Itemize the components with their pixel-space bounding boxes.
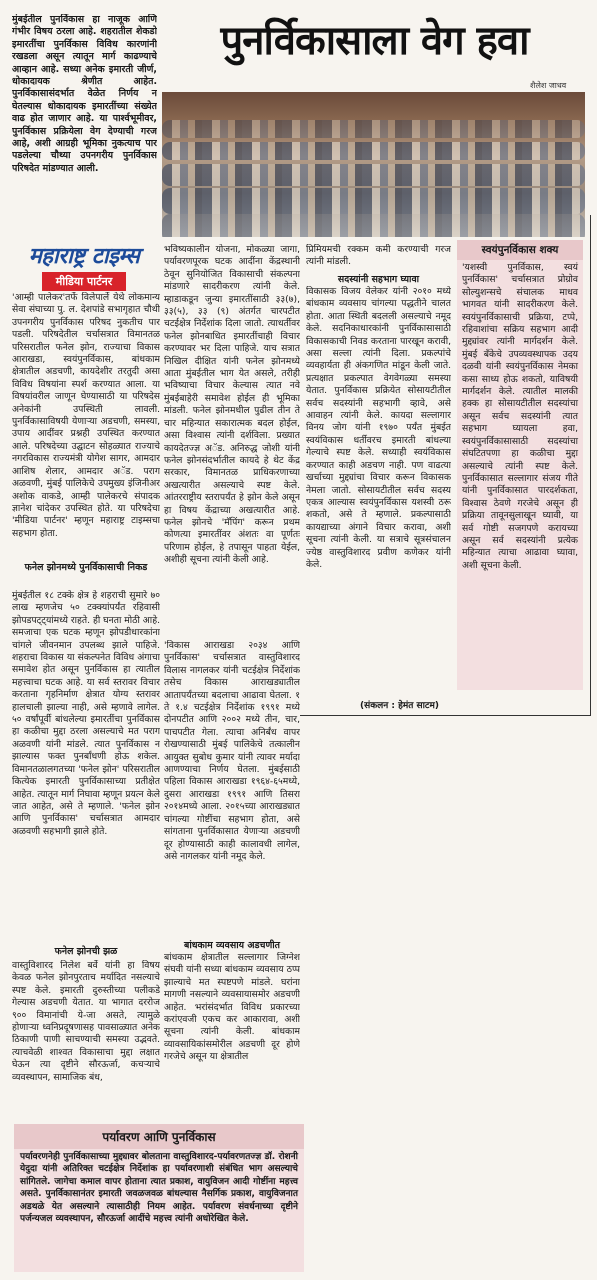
column-2-text: भविष्यकालीन योजना, मोकळ्या जागा, पर्यावरणपूरक घटक आदींना केंद्रस्थानी ठेवून सुनियोजित विकासाची संकल्पना मांडणारे सादरीकरण त्यांनी केले. म्हाडाकडून जुन्या इमारतींसाठी ३३(७), ३३(५), ३३ (९) अंतर्गत चारपटीत चटईक्षेत्र निर्देशांक दिला जातो. त्याधर्तीवर फनेल झोनबाधित इमारतींचाही विचार करण्यावर भर दिला पाहिजे. याच सत्रात निखिल दीक्षित यांनी फनेल झोनमध्ये आता मुंबईतील भाग येत असले, तरीही भविष्याचा विचार केल्यास त्यात नवे मुंबईबाहेरी समावेश होईल ही भूमिका मांडली. फनेल झोनमधील पुढील तीन ते चार महिन्यात सकारात्मक बदल होईल, असा विश्वास त्यांनी दर्शविला. प्रख्यात कायदेतज्ज्ञ अॅड. अनिरुद्ध जोशी यांनी फनेल झोनसंदर्भातील कायदे हे थेट केंद्र सरकार, विमानतळ प्राधिकरणाच्या अखत्यारीत असल्याचे स्पष्ट केले. आंतरराष्ट्रीय स्तरापर्यंत हे झोन केले असून हा विषय केंद्राच्या अखत्यारीत आहे. फनेल झोनचे 'मॅपिंग' करून प्रथम कोणत्या इमारतींवर अंशतः वा पूर्णतः परिणाम होईल, हे तपासून पाहता येईल, अशीही सूचना त्यांनी केली आहे. xyxy=(164,244,300,566)
intro-paragraph: मुंबईतील पुनर्विकास हा नाजूक आणि गंभीर विषय ठरला आहे. शहरातील शेकडो इमारतींचा पुनर्विकास विविध कारणांनी रखडला असून त्यातून मार्ग काढण्याचे आव्हान आहे. सध्या अनेक इमारती जीर्ण, धोकादायक श्रेणीत आहेत. पुनर्विकासासंदर्भात वेळेत निर्णय न घेतल्यास धोकादायक इमारतींच्या संख्येत वाढ होत जाणार आहे. या पार्श्वभूमीवर, पुनर्विकास प्रक्रियेला वेग देण्याची गरज आहे, अशी आग्रही भूमिका नुकत्याच पार पडलेल्या चौथ्या उपनगरीय पुनर्विकास परिषदेत मांडण्यात आली. xyxy=(12,14,157,174)
byline: शैलेश जाधव xyxy=(530,81,567,90)
column-1b-text: मुंबईतील १८ टक्के क्षेत्र हे शहराची सुमारे ७० लाख म्हणजेच ५० टक्क्यांपर्यंत रहिवासी झोपडपट्ट्यांमध्ये राहते. ही घनता मोठी आहे. समजाचा एक घटक म्हणून झोपडीधारकांना चांगले जीवनमान उपलब्ध झाले पाहिजे. शहराचा विकास या संकल्पनेत विविध अंगाचा समावेश होत असून पुनर्विकास हा त्यातील महत्त्वाचा घटक आहे. या सर्व स्तरावर विचार करताना गृहनिर्माण क्षेत्रात योग्य स्तरावर हालचाली झाल्या नाही, असे म्हणावे लागेल. ५० वर्षांपूर्वी बांधलेल्या इमारतींचा पुनर्विकास हा कळीचा मुद्दा ठरला असल्याचे मत पराग अळवणी यांनी मांडले. त्यात पुनर्विकास न झाल्यास फक्त पुनर्बांधणी होऊ शकेल. विमानतळालगतच्या 'फनेल झोन' परिसरातील कित्येक इमारती पुनर्विकासाच्या प्रतीक्षेत आहेत. त्यातून मार्ग निघावा म्हणून प्रयत्न केले जात आहेत, असे ते म्हणाले. 'फनेल झोन आणि पुनर्विकास' चर्चासत्रात आमदार अळवणी सहभागी झाले होते. xyxy=(12,590,160,837)
environment-box xyxy=(14,1124,304,1272)
box1-title: स्वयंपुनर्विकास शक्य xyxy=(457,240,583,260)
column-1c-text: वास्तुविशारद निलेश बर्वे यांनी हा विषय केवळ फनेल झोनपुरताच मर्यादित नसल्याचे स्पष्ट केले. इमारती दुरुस्तीच्या पलीकडे गेल्यास अडचणी येतात. या भागात दररोज ९०० विमानांची ये-जा असते, त्यामुळे होणाऱ्या ध्वनिप्रदूषणासह पावसाळ्यात अनेक ठिकाणी पाणी साचण्याची समस्या उद्भवते. त्याचवेळी शाश्वत विकासाचा मुद्दा लक्षात घेऊन त्या दृष्टीने सौरऊर्जा, कचऱ्याचे व्यवस्थापन, सामाजिक बंध, xyxy=(12,960,160,1083)
box1-text: 'यशस्वी पुनर्विकास, स्वयं पुनर्विकास' चर्चासत्रात प्रोग्रोव सोल्युशन्सचे संचालक माधव भागवत यांनी सादरीकरण केले. स्वयंपुनर्विकासाची प्रक्रिया, टप्पे, रहिवाशांचा सक्रिय सहभाग आदी मुद्द्यांवर त्यांनी मार्गदर्शन केले. मुंबई बँकेचे उपव्यवस्थापक उदय दळवी यांनी स्वयंपुनर्विकास नेमका कसा साध्य होऊ शकतो, याविषयी मार्गदर्शन केले. त्यातील मालकी हक्क हा सोसायटीतील सदस्यांचा असून सर्वच सदस्यांनी त्यात सहभाग घ्यायला हवा, स्वयंपुनर्विकासासाठी सदस्यांचा संघटितपणा हा कळीचा मुद्दा असल्याचे त्यांनी स्पष्ट केले. पुनर्विकासात सल्लागार संजय गीते यांनी पुनर्विकासात पारदर्शकता, विश्वास ठेवणे गरजेचे असून ही प्रक्रिया तावूनसुलाखून घ्यावी, या सर्व गोष्टी सजगपणे करायच्या असून सर्व सदस्यांनी प्रत्येक महिन्यात त्याचा आढावा घ्यावा, अशी सूचना केली. xyxy=(462,262,578,571)
subhead-funnel-zone: फनेल झोनमध्ये पुनर्विकासाची निकड xyxy=(24,562,148,573)
headline: पुनर्विकासाला वेग हवा xyxy=(220,18,529,64)
partner-label: मीडिया पार्टनर xyxy=(42,272,126,291)
right-divider xyxy=(590,215,591,715)
brand-name: महाराष्ट्र टाइम्स xyxy=(28,244,140,269)
column-3-text: प्रिमियमची रक्कम कमी करण्याची गरज त्यांनी मांडली. xyxy=(306,244,451,268)
self-redevelopment-box xyxy=(457,240,583,690)
box2-title: पर्यावरण आणि पुनर्विकास xyxy=(14,1124,304,1149)
subhead-funnel-impact: फनेल झोनची झळ xyxy=(54,946,118,957)
column-1-text: 'आम्ही पालेकर'तर्फे विलेपार्ले येथे लोकमान्य सेवा संघाच्या पु. ल. देशपांडे सभागृहात चौथी उपनगरीय पुनर्विकास परिषद नुकतीच पार पडली. परिषदेतील चर्चासत्रात विमानतळ परिसरातील फनेल झोन, राज्याचा विकास आराखडा, स्वयंपुनर्विकास, बांधकाम क्षेत्रातील अडचणी, कायदेशीर तरतुदी असा विविध विषयांना स्पर्श करण्यात आला. या विषयांवरील जाणून घेण्यासाठी या परिषदेस अनेकांनी उपस्थिती लावली. पुनर्विकासाविषयी येणाऱ्या अडचणी, समस्या, उपाय आदींवर प्रश्नही उपस्थित करण्यात आले. परिषदेच्या उद्घाटन सोहळ्यात राज्याचे नगरविकास राज्यमंत्री योगेश सागर, आमदार आशिष शेलार, आमदार अॅड. पराग अळवणी, मुंबई पालिकेचे उपमुख्य इंजिनीअर अशोक वाकडे, आम्ही पालेकरचे संपादक ज्ञानेश चांदेकर उपस्थित होते. या परिषदेचा 'मीडिया पार्टनर' म्हणून महाराष्ट्र टाइम्सचा सहभाग होता. xyxy=(12,292,160,539)
bottom-divider xyxy=(300,715,591,716)
column-2c-text: बांधकाम क्षेत्रातील सल्लागार जिग्नेश संघवी यांनी सध्या बांधकाम व्यवसाय ठप्प झाल्याचे मत स्पष्टपणे मांडले. घरांना मागणी नसल्याने व्यवसायासमोर अडचणी आहेत. भरांसंदर्भात विविध प्रकारच्या करांएवजी एकच कर आकारावा, अशी सूचना त्यांनी केली. बांधकाम व्यावसायिकांसमोरील अडचणी दूर होणे गरजेचे असून या क्षेत्रातील xyxy=(164,952,300,1063)
column-3b-text: विकासक विजय वेलेकर यांनी २०१० मध्ये बांधकाम व्यवसाय चांगल्या पद्धतीने चालत होता. आता स्थिती बदलली असल्याचे नमूद केले. सदनिकाधारकांनी पुनर्विकासासाठी विकासकाची निवड करताना पारखून करावी, असा सल्ला त्यांनी दिला. प्रकल्पांचे व्यवहार्यता ही अंकगणित मांडून केली जाते. प्रत्यक्षात प्रकल्पात वेगवेगळ्या समस्या येतात. पुनर्विकास प्रक्रियेत सोसायटीतील सर्वच सदस्यांनी सहभागी व्हावे, असे आवाहन त्यांनी केले. कायदा सल्लागार विनय जोग यांनी १९७० पर्यंत मुंबईत स्वयंविकास धर्तीवरच इमारती बांधल्या गेल्याचे स्पष्ट केले. सध्याही स्वयंविकास करण्यात काही अडचण नाही. पण वाढत्या खर्चाच्या मुद्द्यांचा विचार करून विकासक नेमला जातो. सोसायटीतील सर्वच सदस्य एकत्र आल्यास स्वयंपुनर्विकास यशस्वी ठरू शकतो, असे ते म्हणाले. प्रकल्पासाठी कायद्याच्या अंगाने विचार करावा, अशी सूचना त्यांनी केली. या सत्राचे सूत्रसंचालन ज्येष्ठ वास्तुविशारद प्रवीण कणेकर यांनी केले. xyxy=(306,286,451,570)
column-2b-text: 'विकास आराखडा २०३४ आणि पुनर्विकास' चर्चासत्रात वास्तुविशारद विलास नागलकर यांनी चटईक्षेत्र निर्देशांक तसेच विकास आराखड्यातील आतापर्यंतच्या बदलाचा आढावा घेतला. १ ते १.४ चटईक्षेत्र निर्देशांक १९९१ मध्ये दोनपटीत आणि २००२ मध्ये तीन, चार, पाचपटीत गेला. त्याचा अनिर्बंध वापर रोखण्यासाठी मुंबई पालिकेचे तत्कालीन आयुक्त सुबोध कुमार यांनी त्यावर मर्यादा आणण्याचा निर्णय घेतला. मुंबईसाठी पहिला विकास आराखडा १९६४-६५मध्ये, दुसरा आराखडा १९९१ आणि तिसरा २०१४मध्ये आला. २०१५च्या आराखड्यात चांगल्या गोष्टींचा सहभाग होता, असे सांगताना पुनर्विकासात येणाऱ्या अडचणी दूर होण्यासाठी काही कालावधी लागेल, असे नागलकर यांनी नमूद केले. xyxy=(164,640,300,862)
subhead-members: सदस्यांनी सहभाग घ्यावा xyxy=(337,274,420,285)
media-partner-logo xyxy=(14,240,154,291)
credit-line: (संकलन : हेमंत साटम) xyxy=(360,701,439,711)
subhead-construction: बांधकाम व्यवसाय अडचणीत xyxy=(183,940,281,951)
conference-photo xyxy=(162,92,585,237)
box2-text: पर्यावरणनेही पुनर्विकासाच्या मुद्द्यावर बोलताना वास्तुविशारद-पर्यावरणतज्ज्ञ डॉ. रोशनी येदुदा यांनी अतिरिक्त चटईक्षेत्र निर्देशांक हा पर्यावरणाशी संबंधित भाग असल्याचे सांगितले. जागेचा कमाल वापर होताना त्यात प्रकाश, वायुविजन आदी गोष्टींना महत्त्व असते. पुनर्विकासानंतर इमारती जवळजवळ बांधल्यास नैसर्गिक प्रकाश, वायुविजनात अडथळे येत असल्याने त्यासाठीही नियम आहेत. पर्यावरण संवर्धनाच्या दृष्टीने पर्जन्यजल व्यवस्थापन, सौरऊर्जा आदींचे महत्त्व त्यांनी अधोरेखित केले. xyxy=(20,1152,298,1225)
